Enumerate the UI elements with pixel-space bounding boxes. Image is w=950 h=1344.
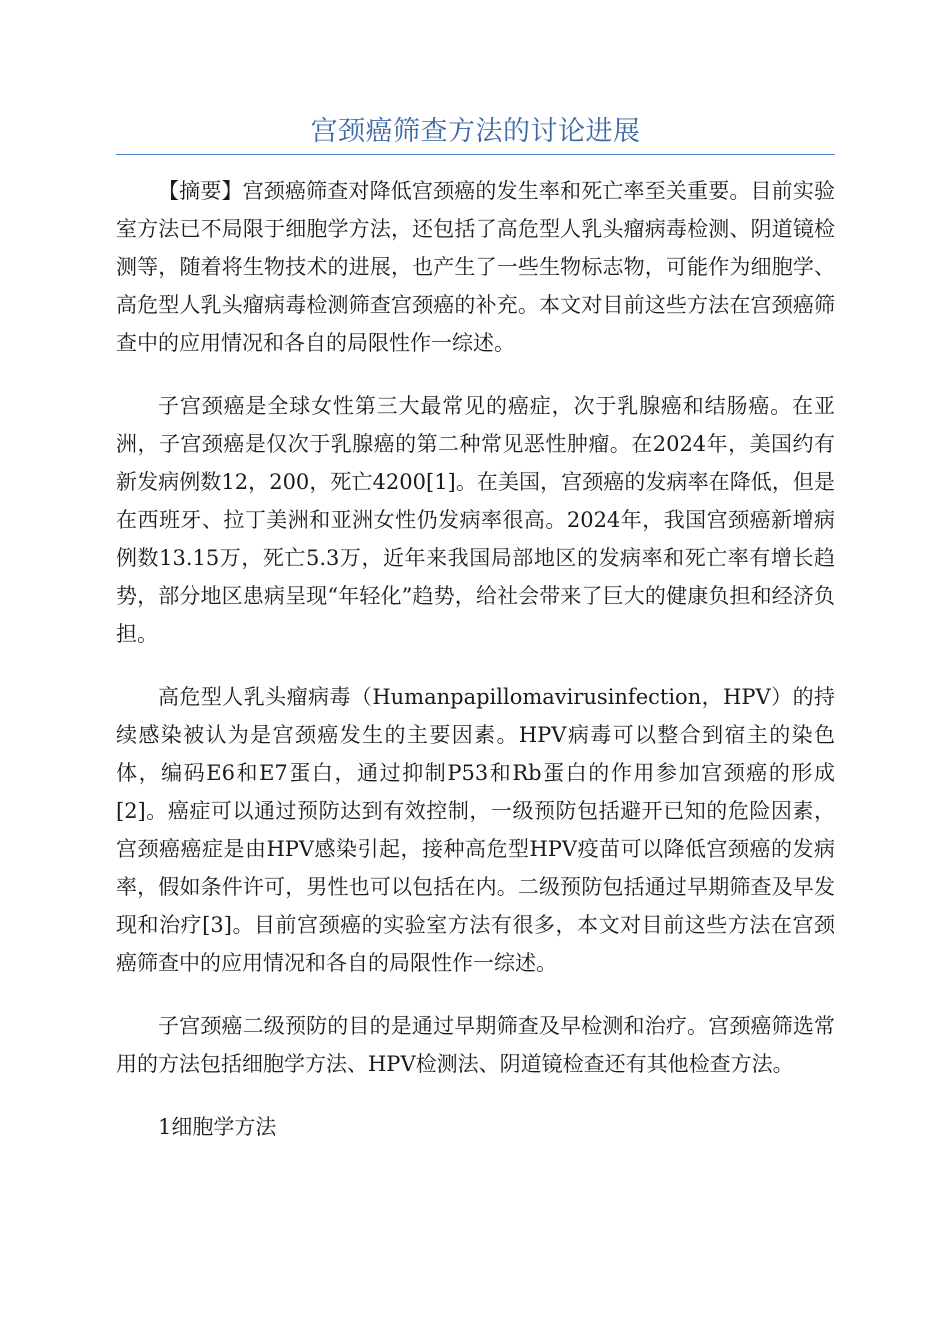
body-paragraph: 高危型人乳头瘤病毒（Humanpapillomavirusinfection，HPV）的持续感染被认为是宫颈癌发生的主要因素。HPV病毒可以整合到宿主的染色体，编码E6和E7蛋白，通过抑制P53和Rb蛋白的作用参加宫颈癌的形成[2]。癌症可以通过预防达到有效控制，一级预防包括避开已知的危险因素，宫颈癌癌症是由HPV感染引起，接种高危型HPV疫苗可以降低宫颈癌的发病率，假如条件许可，男性也可以包括在内。二级预防包括通过早期筛查及早发现和治疗[3]。目前宫颈癌的实验室方法有很多，本文对目前这些方法在宫颈癌筛查中的应用情况和各自的局限性作一综述。 [116, 685, 835, 975]
body-paragraph: 子宫颈癌是全球女性第三大最常见的癌症，次于乳腺癌和结肠癌。在亚洲，子宫颈癌是仅次于乳腺癌的第二种常见恶性肿瘤。在2024年，美国约有新发病例数12，200，死亡4200[1]。在美国，宫颈癌的发病率在降低，但是在西班牙、拉丁美洲和亚洲女性仍发病率很高。2024年，我国宫颈癌新增病例数13.15万，死亡5.3万，近年来我国局部地区的发病率和死亡率有增长趋势，部分地区患病呈现“年轻化”趋势，给社会带来了巨大的健康负担和经济负担。 [116, 394, 835, 646]
section-heading: 1细胞学方法 [158, 1115, 277, 1139]
body-paragraph: 子宫颈癌二级预防的目的是通过早期筛查及早检测和治疗。宫颈癌筛选常用的方法包括细胞学方法、HPV检测法、阴道镜检查还有其他检查方法。 [116, 1014, 835, 1076]
abstract-paragraph: 【摘要】宫颈癌筛查对降低宫颈癌的发生率和死亡率至关重要。目前实验室方法已不局限于细胞学方法，还包括了高危型人乳头瘤病毒检测、阴道镜检测等，随着将生物技术的进展，也产生了一些生物标志物，可能作为细胞学、高危型人乳头瘤病毒检测筛查宫颈癌的补充。本文对目前这些方法在宫颈癌筛查中的应用情况和各自的局限性作一综述。 [116, 179, 835, 355]
document-body [116, 172, 835, 1146]
document-title: 宫颈癌筛查方法的讨论进展 [310, 116, 641, 147]
title-underline [116, 154, 835, 155]
